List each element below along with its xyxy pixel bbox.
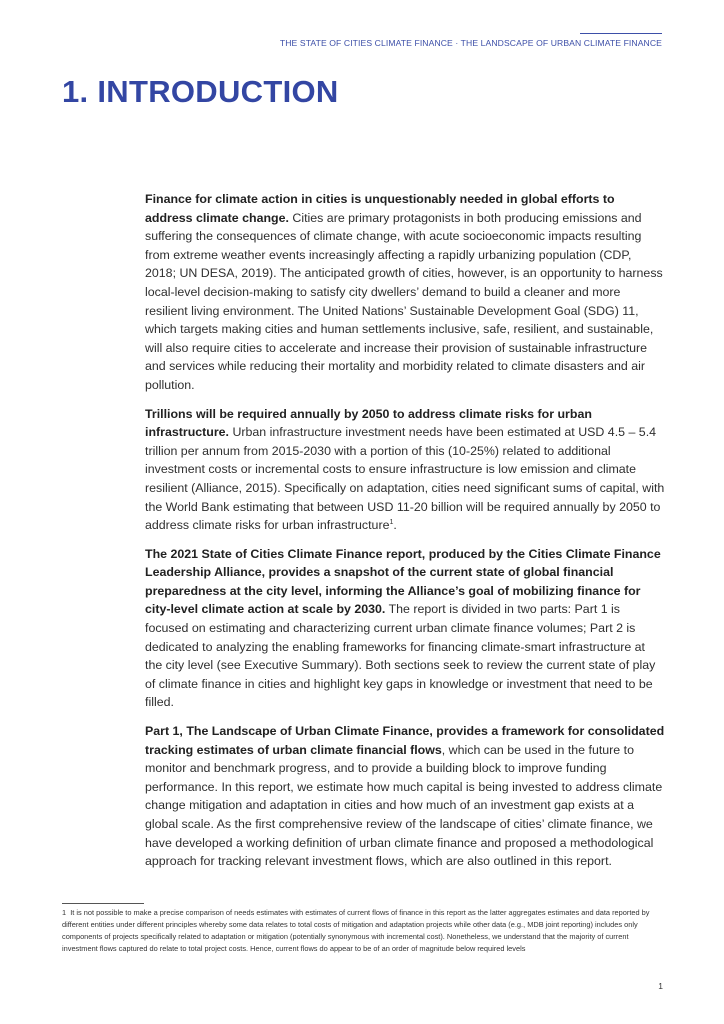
paragraph-lead: The 2021 State of Cities Climate Finance report, produced by the Cities Climate Finance Leadership Alliance, provides a snapshot of the current state of global financial preparedness at the city level, informing the Alliance’s goal of mobilizing finance for city-level climate action at scale by 2030. <box>145 546 661 617</box>
chapter-title: 1. INTRODUCTION <box>62 74 339 109</box>
page-number: 1 <box>658 981 663 991</box>
paragraph-tail: . <box>393 518 397 533</box>
paragraph-part-one <box>145 722 665 871</box>
header-rule <box>580 33 662 34</box>
paragraph-lead: Trillions will be required annually by 2050 to address climate risks for urban infrastructure. <box>145 406 592 440</box>
body-text <box>145 190 665 881</box>
paragraph-body: , which can be used in the future to monitor and benchmark progress, and to provide a building block to improve funding performance. In this report, we estimate how much capital is being invested to address climate change mitigation and adaptation in cities and how much of an investment gap exists at a global scale. As the first comprehensive review of the landscape of cities’ climate finance, we have developed a working definition of urban climate finance and proposed a methodological approach for tracking relevant investment flows, which are also outlined in this report. <box>145 742 663 869</box>
paragraph-body: The report is divided in two parts: Part 1 is focused on estimating and characterizing current urban climate finance volumes; Part 2 is dedicated to analyzing the enabling frameworks for financing climate-smart infrastructure at the city level (see Executive Summary). Both sections seek to review the current state of play of climate finance in cities and highlight key gaps in knowledge or investment that need to be filled. <box>145 602 656 710</box>
paragraph-lead: Finance for climate action in cities is unquestionably needed in global efforts to address climate change. <box>145 192 615 225</box>
footnote-reference[interactable]: 1 <box>389 518 394 526</box>
paragraph-report-overview <box>145 545 665 712</box>
paragraph-lead: Part 1, The Landscape of Urban Climate Finance, provides a framework for consolidated tracking estimates of urban climate financial flows <box>145 724 665 757</box>
paragraph-body: Cities are primary protagonists in both producing emissions and suffering the consequences of climate change, with acute socioeconomic impacts resulting from extreme weather events increasingly affecting a rapidly urbanizing population (CDP, 2018; UN DESA, 2019). The anticipated growth of cities, however, is an opportunity to harness local-level decision-making to satisfy city dwellers’ demand to build a cleaner and more resilient living environment. The United Nations’ Sustainable Development Goal (SDG) 11, which targets making cities and human settlements inclusive, safe, resilient, and sustainable, will also require cities to accelerate and increase their provision of sustainable infrastructure and services while reducing their mortality and morbidity related to climate disasters and air pollution. <box>145 210 663 392</box>
paragraph-finance-needed <box>145 190 665 395</box>
footnote-number: 1 <box>62 908 67 917</box>
running-header: THE STATE OF CITIES CLIMATE FINANCE · THE LANDSCAPE OF URBAN CLIMATE FINANCE <box>279 38 662 48</box>
footnote-rule <box>62 903 144 904</box>
footnote <box>62 907 664 955</box>
paragraph-trillions-required <box>145 405 665 535</box>
paragraph-body: Urban infrastructure investment needs have been estimated at USD 4.5 – 5.4 trillion per annum from 2015-2030 with a portion of this (10-25%) related to additional investment costs or incremental costs to ensure infrastructure is low emission and climate resilient (Alliance, 2015). Specifically on adaptation, cities need significant sums of capital, with the World Bank estimating that between USD 11-20 billion will be required annually by 2050 to address climate risks for urban infrastructure <box>145 425 665 533</box>
footnote-text: It is not possible to make a precise comparison of needs estimates with estimates of current flows of finance in this report as the latter aggregates estimates and data reported by different entities under different principles whereby some data relates to total costs of mitigation and adaptation projects while other data (e.g., MDB joint reporting) includes only components of projects specifically related to adaptation or mitigation (potentially synonymous with incremental cost). Nonetheless, we understand that the majority of current investment flows captured do relate to total project costs. Hence, current flows do appear to be of an order of magnitude below required levels <box>62 908 650 953</box>
